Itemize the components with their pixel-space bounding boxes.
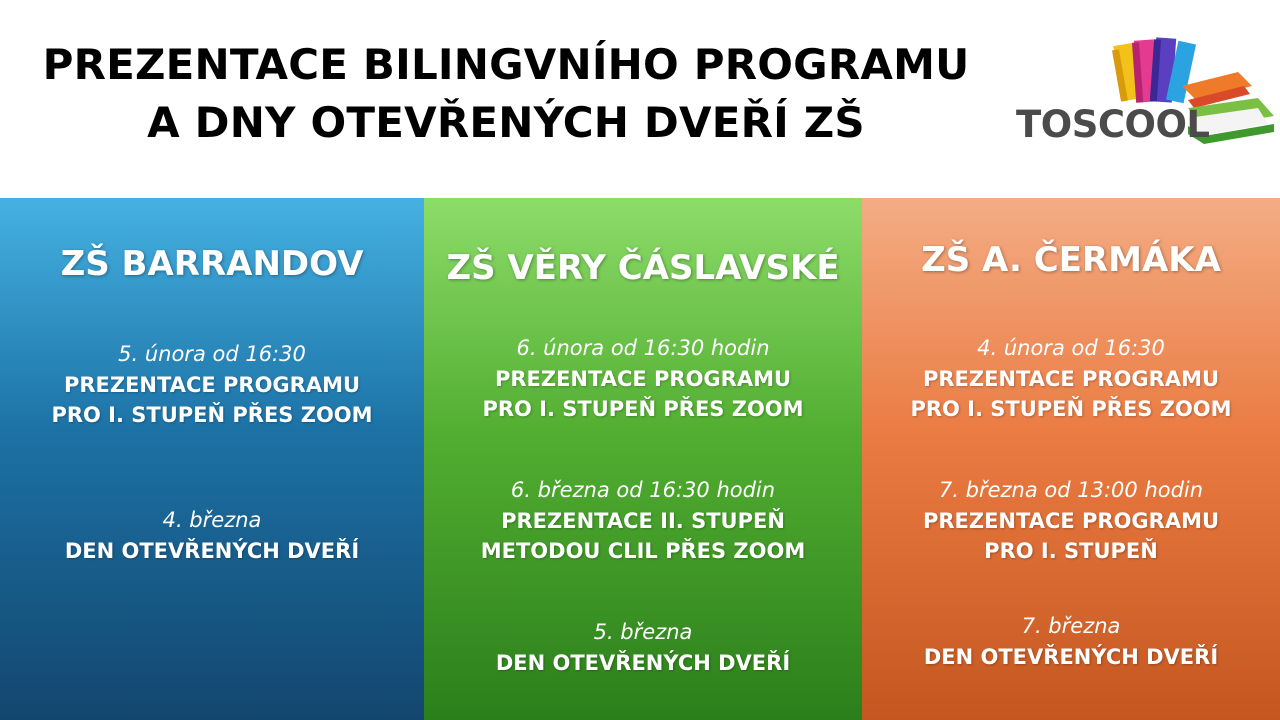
school-title: ZŠ BARRANDOV: [60, 244, 364, 284]
event-description: [0, 370, 424, 430]
event-line: PRO I. STUPEŇ PŘES ZOOM: [51, 403, 373, 427]
event-description: [0, 536, 424, 566]
event-line: PREZENTACE PROGRAMU: [922, 509, 1220, 533]
event-item: [424, 332, 862, 424]
event-item: [862, 474, 1280, 566]
event-item: [0, 338, 424, 430]
event-date: 7. března od 13:00 hodin: [938, 478, 1204, 502]
logo-text: TOSCOOL: [1016, 103, 1210, 146]
event-item: [862, 610, 1280, 672]
event-line: DEN OTEVŘENÝCH DVEŘÍ: [495, 651, 791, 675]
header: [0, 0, 1280, 198]
event-item: [862, 332, 1280, 424]
event-line: PREZENTACE PROGRAMU: [63, 373, 361, 397]
event-line: DEN OTEVŘENÝCH DVEŘÍ: [923, 645, 1219, 669]
event-date: 7. března: [1021, 614, 1121, 638]
school-column-a-cermaka: [862, 198, 1280, 720]
title-line-2: A DNY OTEVŘENÝCH DVEŘÍ ZŠ: [147, 98, 865, 147]
event-description: [424, 364, 862, 424]
page-title: [0, 36, 1012, 152]
toscool-logo: [1012, 36, 1280, 148]
event-line: PREZENTACE II. STUPEŇ: [501, 509, 785, 533]
event-line: PRO I. STUPEŇ: [984, 539, 1158, 563]
title-line-1: PREZENTACE BILINGVNÍHO PROGRAMU: [42, 40, 970, 89]
event-date: 4. února od 16:30: [977, 336, 1165, 360]
event-line: METODOU CLIL PŘES ZOOM: [480, 539, 806, 563]
event-line: PRO I. STUPEŇ PŘES ZOOM: [482, 397, 804, 421]
school-title: ZŠ VĚRY ČÁSLAVSKÉ: [446, 248, 840, 288]
event-item: [424, 474, 862, 566]
school-title: ZŠ A. ČERMÁKA: [921, 240, 1221, 280]
event-date: 6. února od 16:30 hodin: [516, 336, 770, 360]
event-date: 4. března: [162, 508, 262, 532]
school-column-barrandov: [0, 198, 424, 720]
event-line: PREZENTACE PROGRAMU: [922, 367, 1220, 391]
event-item: [0, 504, 424, 566]
event-description: [862, 506, 1280, 566]
event-line: DEN OTEVŘENÝCH DVEŘÍ: [64, 539, 360, 563]
school-column-very-caslavske: [424, 198, 862, 720]
event-line: PRO I. STUPEŇ PŘES ZOOM: [910, 397, 1232, 421]
event-date: 5. března: [593, 620, 693, 644]
event-line: PREZENTACE PROGRAMU: [494, 367, 792, 391]
event-date: 5. února od 16:30: [118, 342, 306, 366]
event-description: [862, 364, 1280, 424]
event-description: [862, 642, 1280, 672]
event-description: [424, 648, 862, 678]
event-item: [424, 616, 862, 678]
event-date: 6. března od 16:30 hodin: [510, 478, 776, 502]
event-description: [424, 506, 862, 566]
